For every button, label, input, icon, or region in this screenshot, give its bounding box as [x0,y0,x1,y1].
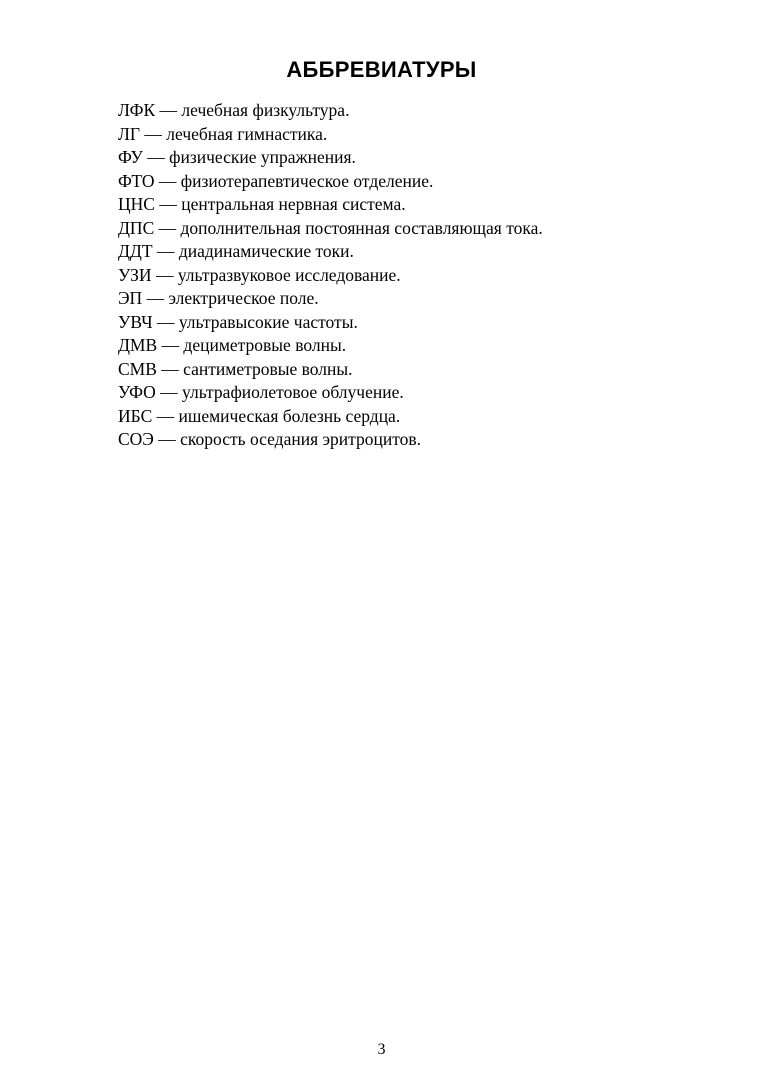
abbreviation-term: ЛФК [118,100,156,120]
abbreviation-dash: — [152,241,179,261]
abbreviation-dash: — [157,335,184,355]
abbreviation-dash: — [155,382,183,402]
abbreviation-meaning: центральная нервная система. [181,194,406,214]
abbreviation-dash: — [154,170,181,191]
abbreviation-dash: — [151,264,178,285]
abbreviation-item [118,334,543,358]
abbreviation-term: ДМВ [118,335,158,355]
abbreviation-item [118,217,543,241]
abbreviation-meaning: электрическое поле. [168,288,319,308]
abbreviation-dash: — [152,311,179,332]
abbreviation-dash: — [152,405,179,426]
abbreviation-item [118,358,543,382]
abbreviation-meaning: лечебная физкультура. [181,100,350,120]
abbreviation-term: СОЭ [118,429,154,449]
abbreviation-item [118,287,543,311]
abbreviation-item [118,123,543,147]
abbreviation-meaning: скорость оседания эритроцитов. [180,429,422,449]
abbreviation-dash: — [142,147,170,167]
abbreviation-term: УВЧ [118,311,153,332]
abbreviation-meaning: лечебная гимнастика. [166,123,328,144]
abbreviation-term: ИБС [118,405,153,426]
abbreviation-term: ФТО [118,170,155,191]
abbreviation-meaning: ультравысокие частоты. [178,311,358,332]
abbreviation-term: УФО [118,382,156,402]
abbreviation-dash: — [156,358,184,379]
abbreviation-list [118,99,543,452]
abbreviation-dash: — [154,194,182,214]
abbreviation-item [118,146,543,170]
abbreviation-term: ДДТ [118,241,153,261]
abbreviation-term: СМВ [118,358,157,379]
abbreviation-meaning: ишемическая болезнь сердца. [178,405,401,426]
abbreviation-item [118,99,543,123]
page-number: 3 [377,1041,386,1058]
abbreviation-item [118,170,543,194]
abbreviation-term: ЛГ [118,123,140,144]
abbreviation-dash: — [142,288,169,308]
abbreviation-meaning: ультразвуковое исследование. [177,264,401,285]
abbreviation-dash: — [140,123,167,144]
abbreviation-meaning: дополнительная постоянная составляющая тока. [180,217,543,238]
page-title: АББРЕВИАТУРЫ [286,57,477,82]
abbreviation-meaning: физиотерапевтическое отделение. [180,170,434,191]
abbreviation-item [118,405,543,429]
abbreviation-dash: — [154,217,181,238]
abbreviation-meaning: физические упражнения. [169,147,356,167]
abbreviation-term: ЦНС [118,194,155,214]
abbreviation-item [118,193,543,217]
abbreviation-item [118,311,543,335]
abbreviation-meaning: диадинамические токи. [178,241,354,261]
abbreviation-item [118,428,543,452]
abbreviation-item [118,240,543,264]
abbreviation-item [118,264,543,288]
abbreviation-term: ДПС [118,217,155,238]
abbreviation-term: УЗИ [118,264,152,285]
abbreviation-term: ЭП [118,288,143,308]
abbreviation-meaning: сантиметровые волны. [183,358,353,379]
abbreviation-dash: — [155,100,182,120]
abbreviation-meaning: дециметровые волны. [183,335,347,355]
abbreviation-item [118,381,543,405]
abbreviation-meaning: ультрафиолетовое облучение. [182,382,404,402]
abbreviation-term: ФУ [118,147,143,167]
abbreviation-dash: — [153,429,181,449]
